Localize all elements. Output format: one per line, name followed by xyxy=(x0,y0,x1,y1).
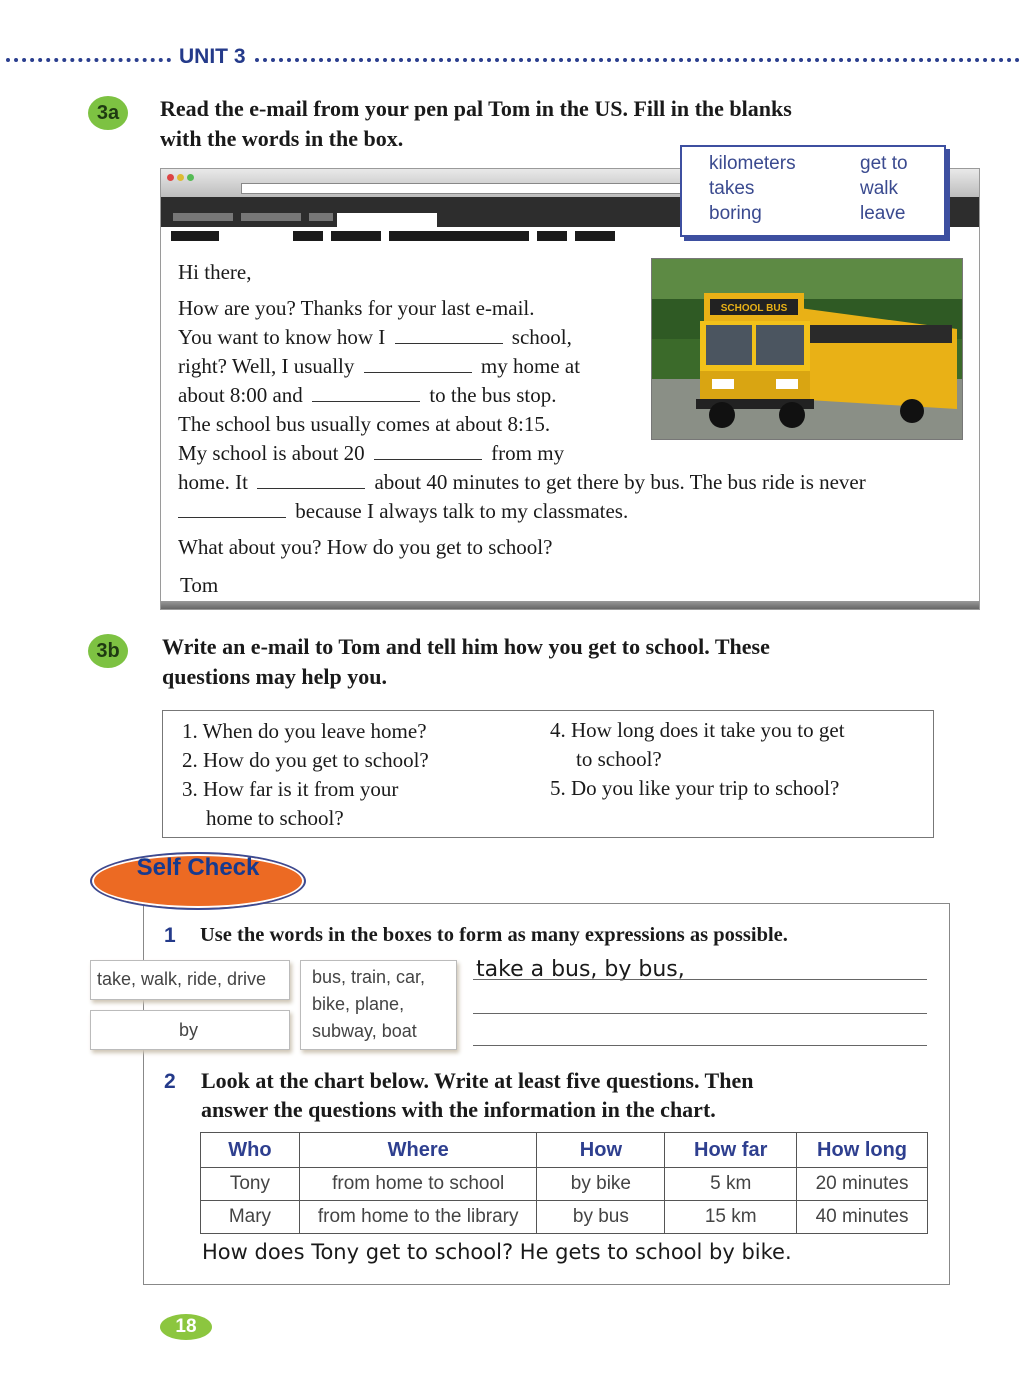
table-row xyxy=(201,1168,928,1201)
bus-sign-text: SCHOOL BUS xyxy=(720,303,788,314)
action-button xyxy=(331,231,381,241)
preposition-card xyxy=(90,1010,290,1050)
task-2-example-answer: How does Tony get to school? He gets to school by bike. xyxy=(202,1240,792,1264)
task-1-number: 1 xyxy=(164,924,176,947)
question-3: 3. How far is it from your xyxy=(182,777,399,801)
table-row xyxy=(201,1201,928,1234)
table-header-cell: How long xyxy=(797,1133,928,1168)
school-bus-illustration xyxy=(652,259,962,439)
email-bottom-bar xyxy=(161,601,979,609)
task-1-example-answer: take a bus, by bus, xyxy=(476,957,685,982)
task-2-instruction-line2: answer the questions with the information in the chart. xyxy=(201,1097,716,1122)
vehicles-card-line: subway, boat xyxy=(312,1021,417,1041)
vehicles-card-line: bus, train, car, xyxy=(312,967,426,987)
email-text: about 8:00 and xyxy=(178,383,303,407)
table-cell: from home to the library xyxy=(299,1201,537,1234)
fill-blank-4[interactable] xyxy=(374,441,482,460)
table-header-row xyxy=(201,1133,928,1168)
school-bus-photo xyxy=(651,258,963,440)
answer-line-2[interactable] xyxy=(473,1013,927,1014)
exercise-3a-instruction-line1: Read the e-mail from your pen pal Tom in the US. Fill in the blanks xyxy=(160,96,792,121)
email-line xyxy=(178,439,564,468)
fill-blank-2[interactable] xyxy=(364,354,472,373)
table-cell: 40 minutes xyxy=(797,1201,928,1234)
word-box xyxy=(680,145,946,237)
email-line: What about you? How do you get to school? xyxy=(178,535,553,559)
table-cell: Mary xyxy=(201,1201,300,1234)
exercise-3b-instruction-line1: Write an e-mail to Tom and tell him how you get to school. These xyxy=(162,634,770,659)
email-text: because I always talk to my classmates. xyxy=(295,499,629,523)
question-4: 4. How long does it take you to get xyxy=(550,718,845,742)
fill-blank-5[interactable] xyxy=(257,470,365,489)
email-signature: Tom xyxy=(180,573,219,597)
window-close-icon xyxy=(167,174,174,181)
action-button xyxy=(575,231,615,241)
table-header-cell: Where xyxy=(299,1133,537,1168)
unit-header-dots-left xyxy=(6,58,171,62)
answer-line-1[interactable] xyxy=(473,979,927,980)
window-maximize-icon xyxy=(187,174,194,181)
email-text: You want to know how I xyxy=(178,325,386,349)
table-cell: 15 km xyxy=(665,1201,797,1234)
word-box-word: get to xyxy=(860,153,908,174)
action-button xyxy=(293,231,323,241)
email-text: school, xyxy=(511,325,572,349)
table-header-cell: How xyxy=(537,1133,665,1168)
email-greeting: Hi there, xyxy=(178,260,252,284)
word-box-word: leave xyxy=(860,203,906,224)
table-header-cell: How far xyxy=(665,1133,797,1168)
email-text: from my xyxy=(491,441,565,465)
email-line: The school bus usually comes at about 8:15. xyxy=(178,412,551,436)
email-line xyxy=(178,381,556,410)
email-line xyxy=(178,352,580,381)
fill-blank-3[interactable] xyxy=(312,383,420,402)
email-text: my home at xyxy=(480,354,581,378)
email-text: home. It xyxy=(178,470,248,494)
vehicles-card xyxy=(300,960,457,1050)
email-text: My school is about 20 xyxy=(178,441,365,465)
email-line xyxy=(178,497,628,526)
question-3-continued: home to school? xyxy=(206,806,344,830)
table-cell: by bike xyxy=(537,1168,665,1201)
table-cell: Tony xyxy=(201,1168,300,1201)
email-text: right? Well, I usually xyxy=(178,354,355,378)
email-line xyxy=(178,323,572,352)
page-number: 18 xyxy=(160,1314,212,1340)
table-header-cell: Who xyxy=(201,1133,300,1168)
toolbar-tab xyxy=(173,213,233,221)
exercise-badge-3a: 3a xyxy=(88,96,128,130)
action-button xyxy=(537,231,567,241)
question-5: 5. Do you like your trip to school? xyxy=(550,776,840,800)
email-text: about 40 minutes to get there by bus. The bus ride is never xyxy=(374,470,866,494)
exercise-badge-3b: 3b xyxy=(88,634,128,668)
toolbar-tab xyxy=(241,213,301,221)
unit-header-dots-right xyxy=(255,58,1020,62)
verbs-card xyxy=(90,960,290,1000)
self-check-title: Self Check xyxy=(90,852,306,910)
toolbar-tab xyxy=(309,213,333,221)
exercise-3b-instruction-line2: questions may help you. xyxy=(162,664,387,689)
unit-title: UNIT 3 xyxy=(175,45,250,69)
question-2: 2. How do you get to school? xyxy=(182,748,429,772)
window-minimize-icon xyxy=(177,174,184,181)
task-2-number: 2 xyxy=(164,1070,176,1093)
table-cell: 5 km xyxy=(665,1168,797,1201)
answer-line-3[interactable] xyxy=(473,1045,927,1046)
toolbar-search-field xyxy=(337,213,437,227)
table-cell: by bus xyxy=(537,1201,665,1234)
question-4-continued: to school? xyxy=(576,747,662,771)
action-button xyxy=(171,231,219,241)
vehicles-card-line: bike, plane, xyxy=(312,994,405,1014)
question-1: 1. When do you leave home? xyxy=(182,719,427,743)
word-box-word: takes xyxy=(709,178,755,199)
word-box-word: walk xyxy=(860,178,899,199)
table-cell: 20 minutes xyxy=(797,1168,928,1201)
table-cell: from home to school xyxy=(299,1168,537,1201)
email-line: How are you? Thanks for your last e-mail. xyxy=(178,296,535,320)
task-2-instruction-line1: Look at the chart below. Write at least five questions. Then xyxy=(201,1068,754,1093)
travel-info-table xyxy=(200,1132,928,1234)
task-1-instruction: Use the words in the boxes to form as many expressions as possible. xyxy=(200,924,788,946)
verbs-card-text: take, walk, ride, drive xyxy=(97,969,267,989)
word-box-word: kilometers xyxy=(709,153,796,174)
exercise-3a-instruction-line2: with the words in the box. xyxy=(160,126,404,151)
email-line xyxy=(178,468,866,497)
fill-blank-6[interactable] xyxy=(178,499,286,518)
word-box-word: boring xyxy=(709,203,762,224)
fill-blank-1[interactable] xyxy=(395,325,503,344)
preposition-card-text: by xyxy=(179,1020,199,1040)
action-button xyxy=(389,231,529,241)
email-text: to the bus stop. xyxy=(429,383,557,407)
